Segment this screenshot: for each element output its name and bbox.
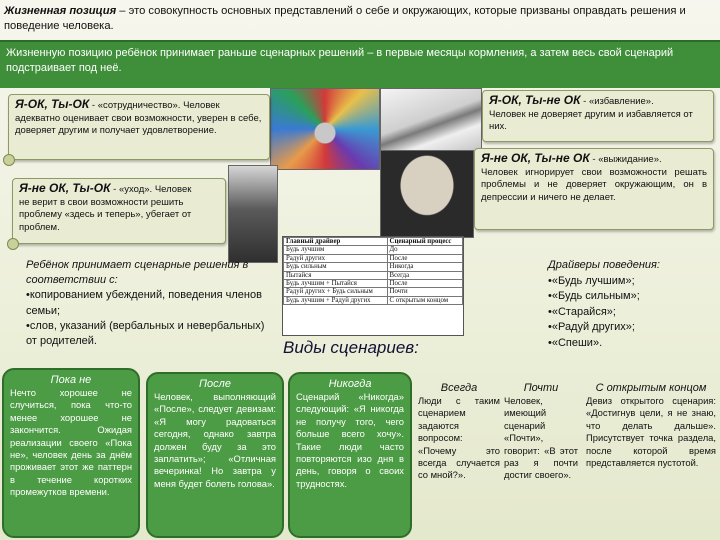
table-cell: До xyxy=(387,246,462,254)
intro-banner xyxy=(0,40,720,88)
scenario-posle xyxy=(146,372,284,538)
intro-text: Жизненную позицию ребёнок принимает раньше сценарных решений – в первые месяцы кормления, а затем весь свой сценарий подстраивает под неё. xyxy=(6,47,674,74)
scroll-curl xyxy=(3,154,15,166)
scenario-poka-ne xyxy=(2,368,140,538)
scenario-text: Сценарий «Никогда» следующий: «Я никогда не получу того, чего больше всего хочу». Такие люди часто повторяются изо дня в день, говоря о своих трудностях. xyxy=(296,391,404,489)
child-decisions-item: •слов, указаний (вербальных и невербальных) от родителей. xyxy=(26,319,265,348)
position-notok-notok-text: Человек игнорирует свои возможности решать проблемы и не доверяет окружающим, он в депрессии и ничего не делает. xyxy=(481,166,707,203)
table-row xyxy=(284,280,463,288)
position-notok-ok-title: Я-не ОК, Ты-ОК xyxy=(19,181,111,195)
table-cell: Будь лучшим + Пытайся xyxy=(284,280,388,288)
position-ok-notok-title: Я-ОК, Ты-не ОК xyxy=(489,93,581,107)
table-cell: После xyxy=(387,280,462,288)
position-ok-notok-text: Человек не доверяет другим и избавляется от них. xyxy=(489,108,693,132)
table-cell: Будь лучшим xyxy=(284,246,388,254)
position-notok-notok xyxy=(474,148,714,230)
behavior-drivers xyxy=(548,258,718,351)
hand-with-pen-photo xyxy=(380,88,482,156)
scenario-nikogda xyxy=(288,372,412,538)
table-cell: Никогда xyxy=(387,263,462,271)
table-cell: Будь лучшим + Радуй других xyxy=(284,296,388,304)
table-header-cell: Сценарный процесс xyxy=(387,238,462,246)
scenario-title: Никогда xyxy=(328,378,372,390)
table-row xyxy=(284,271,463,279)
child-decisions xyxy=(26,258,278,349)
scenario-pochti xyxy=(504,382,578,532)
driver-table xyxy=(282,236,464,336)
table-cell: Всегда xyxy=(387,271,462,279)
scroll-curl xyxy=(7,238,19,250)
scenario-title: С открытым концом xyxy=(595,382,707,394)
views-title: Виды сценариев: xyxy=(283,338,419,357)
drivers-heading: Драйверы поведения: xyxy=(548,259,660,271)
driver-item: •«Будь сильным»; xyxy=(548,290,640,302)
position-ok-notok xyxy=(482,90,714,142)
scenario-title: Почти xyxy=(523,382,559,394)
table-cell: После xyxy=(387,254,462,262)
scenario-text: Люди с таким сценарием задаются вопросом: «Почему это всегда случается со мной?». xyxy=(418,395,500,481)
box-head-person-photo xyxy=(380,150,474,238)
title-term: Жизненная позиция xyxy=(4,5,117,17)
driver-item: •«Старайся»; xyxy=(548,305,616,318)
driver-item: •«Радуй других»; xyxy=(548,321,635,333)
scenario-open-ended xyxy=(586,382,716,538)
scenario-title: Всегда xyxy=(440,382,478,394)
scenario-text: Девиз открытого сценария: «Достигнув цели, я не знаю, что делать дальше». Присутствует точка раздела, после которой время представляется пустотой. xyxy=(586,395,716,469)
position-ok-ok xyxy=(8,94,270,160)
position-ok-ok-text: адекватно оценивает свои возможности, уверен в себе, доверяет другим и получает удовлетворение. xyxy=(15,112,262,136)
driver-item: •«Спеши». xyxy=(548,336,603,349)
scenario-text: Нечто хорошее не случиться, пока что-то менее хорошее не закончится. Ожидая реализации своего «Пока не», человек день за днём проживает этот же паттерн в течение коротких промежутков времени. xyxy=(10,387,132,498)
table-row xyxy=(284,296,463,304)
position-ok-notok-subtitle: - «избавление». xyxy=(580,96,654,107)
depressed-man-photo xyxy=(228,165,278,263)
scenario-text: Человек, имеющий сценарий «Почти», говорит: «В этот раз я почти достиг своего». xyxy=(504,395,578,481)
table-header-cell: Главный драйвер xyxy=(284,238,388,246)
position-notok-ok xyxy=(12,178,226,244)
position-ok-ok-title: Я-ОК, Ты-ОК xyxy=(15,97,90,111)
table-header-row xyxy=(284,238,463,246)
table-row xyxy=(284,263,463,271)
table-cell: Будь сильным xyxy=(284,263,388,271)
table-row xyxy=(284,246,463,254)
child-decisions-item: •копированием убеждений, поведения членов семьи; xyxy=(26,289,262,317)
position-notok-ok-subtitle: - «уход». Человек xyxy=(110,184,192,195)
page-title xyxy=(4,4,716,34)
scenario-vsegda xyxy=(418,382,500,532)
position-ok-ok-subtitle: - «сотрудничество». Человек xyxy=(89,100,220,111)
position-notok-notok-subtitle: - «выжидание». xyxy=(589,154,662,165)
table-cell: Пытайся xyxy=(284,271,388,279)
position-notok-notok-title: Я-не ОК, Ты-не ОК xyxy=(481,151,590,165)
scenario-title: После xyxy=(199,378,231,390)
child-decisions-heading: Ребёнок принимает сценарные решения в соответствии с: xyxy=(26,259,249,287)
table-cell: Радуй других + Будь сильным xyxy=(284,288,388,296)
title-definition: – это совокупность основных представлений о себе и окружающих, которые призваны оправдать решения и поведение человека. xyxy=(4,5,686,32)
table-row xyxy=(284,288,463,296)
hands-together-photo xyxy=(270,88,380,170)
table-cell: С открытым концом xyxy=(387,296,462,304)
table-cell: Радуй других xyxy=(284,254,388,262)
scenario-text: Человек, выполняющий «После», следует девизам: «Я могу радоваться сегодня, однако завтра должен буду за это заплатить»; «Отличная вечеринка! Но завтра у меня будет болеть голова». xyxy=(154,391,276,489)
table-row xyxy=(284,254,463,262)
position-notok-ok-text: не верит в свои возможности решить проблему «здесь и теперь», убегает от проблем. xyxy=(19,196,192,233)
table-cell: Почти xyxy=(387,288,462,296)
driver-item: •«Будь лучшим»; xyxy=(548,274,635,287)
scenario-title: Пока не xyxy=(50,374,92,386)
